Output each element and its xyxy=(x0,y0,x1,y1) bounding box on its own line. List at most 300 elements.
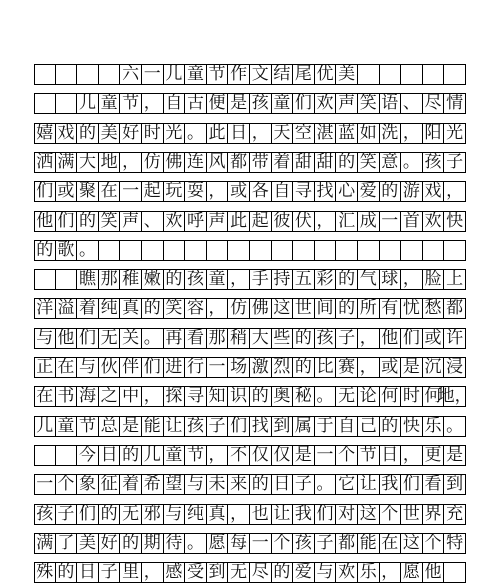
grid-cell: 的 xyxy=(380,417,402,436)
grid-cell xyxy=(315,241,337,260)
grid-cell: 或 xyxy=(56,182,78,201)
grid-cell: 着 xyxy=(272,153,294,172)
grid-cell: 节 xyxy=(207,65,229,84)
grid-cell: 们 xyxy=(142,358,164,377)
grid-cell xyxy=(34,94,56,113)
grid-cell: 能 xyxy=(142,417,164,436)
grid-cell: 童 xyxy=(185,65,207,84)
grid-cell: 愿 xyxy=(401,563,423,582)
grid-cell: 歌 xyxy=(56,241,78,260)
grid-cell: 的 xyxy=(336,299,358,318)
grid-cell: 沉 xyxy=(423,358,445,377)
grid-cell: 童 xyxy=(99,94,121,113)
grid-cell: 海 xyxy=(77,387,99,406)
essay-line xyxy=(34,211,466,232)
grid-cell: 的 xyxy=(250,387,272,406)
grid-cell: 真 xyxy=(120,299,142,318)
grid-cell: ， xyxy=(142,387,164,406)
grid-cell: 孩 xyxy=(423,153,445,172)
grid-cell: 欢 xyxy=(164,212,186,231)
essay-line xyxy=(34,386,472,407)
grid-cell: 爱 xyxy=(293,563,315,582)
grid-cell: 成 xyxy=(358,212,380,231)
grid-cell: 忧 xyxy=(401,299,423,318)
grid-cell: 找 xyxy=(315,182,337,201)
grid-cell: 他 xyxy=(34,212,56,231)
grid-cell: 孩 xyxy=(250,94,272,113)
grid-cell: 让 xyxy=(358,475,380,494)
grid-cell: 子 xyxy=(207,417,229,436)
grid-cell: ， xyxy=(207,182,229,201)
grid-cell: ， xyxy=(401,446,423,465)
grid-cell: 进 xyxy=(164,358,186,377)
grid-cell xyxy=(401,65,423,84)
grid-cell: 上 xyxy=(444,270,466,289)
grid-cell xyxy=(228,241,250,260)
grid-cell: 属 xyxy=(293,417,315,436)
grid-cell: 笑 xyxy=(358,94,380,113)
grid-cell: 或 xyxy=(380,358,402,377)
grid-cell: 、 xyxy=(401,94,423,113)
grid-cell: ， xyxy=(358,329,380,348)
grid-cell: 个 xyxy=(380,505,402,524)
essay-line xyxy=(34,562,466,583)
grid-cell: 仿 xyxy=(228,299,250,318)
grid-cell: 首 xyxy=(401,212,423,231)
grid-cell: ， xyxy=(444,182,466,201)
grid-cell: 美 xyxy=(336,65,358,84)
grid-cell: 儿 xyxy=(34,417,56,436)
grid-cell: 无 xyxy=(336,387,358,406)
grid-cell: 烈 xyxy=(272,358,294,377)
grid-cell: 赛 xyxy=(336,358,358,377)
grid-cell: 之 xyxy=(99,387,121,406)
essay-line xyxy=(34,298,466,319)
grid-cell: 满 xyxy=(34,534,56,553)
grid-cell xyxy=(164,241,186,260)
grid-cell: 的 xyxy=(250,475,272,494)
grid-cell: 无 xyxy=(99,329,121,348)
grid-cell: 大 xyxy=(77,153,99,172)
grid-cell: 是 xyxy=(120,417,142,436)
grid-cell: ， xyxy=(142,563,164,582)
grid-cell: 。 xyxy=(142,329,164,348)
grid-cell: 作 xyxy=(228,65,250,84)
grid-cell: 稚 xyxy=(120,270,142,289)
grid-cell: 蓝 xyxy=(336,124,358,143)
grid-cell: 在 xyxy=(380,534,402,553)
grid-cell xyxy=(336,241,358,260)
grid-cell: 孩 xyxy=(185,270,207,289)
grid-cell: 个 xyxy=(336,446,358,465)
grid-cell: 自 xyxy=(164,94,186,113)
grid-cell: ， xyxy=(315,212,337,231)
grid-cell: 子 xyxy=(444,153,466,172)
grid-cell: 美 xyxy=(77,534,99,553)
grid-cell: 到 xyxy=(272,417,294,436)
grid-cell: 是 xyxy=(401,358,423,377)
grid-cell: 快 xyxy=(444,212,466,231)
grid-cell: 总 xyxy=(99,417,121,436)
grid-cell: 自 xyxy=(272,182,294,201)
grid-cell: 愿 xyxy=(207,534,229,553)
grid-cell: 的 xyxy=(164,270,186,289)
grid-cell: 们 xyxy=(77,505,99,524)
essay-grid-paper xyxy=(34,64,472,583)
grid-cell: 间 xyxy=(315,299,337,318)
grid-cell: 也 xyxy=(250,505,272,524)
grid-cell: 满 xyxy=(56,153,78,172)
grid-cell: 着 xyxy=(120,475,142,494)
grid-cell: 玩 xyxy=(164,182,186,201)
grid-cell: 仿 xyxy=(142,153,164,172)
grid-cell: 子 xyxy=(56,505,78,524)
grid-cell: 佛 xyxy=(250,299,272,318)
grid-cell: 在 xyxy=(56,358,78,377)
grid-cell: 溢 xyxy=(56,299,78,318)
grid-cell: 们 xyxy=(77,329,99,348)
grid-cell: 容 xyxy=(185,299,207,318)
grid-cell: 孩 xyxy=(34,505,56,524)
grid-cell: 让 xyxy=(272,505,294,524)
grid-cell: 地 xyxy=(99,153,121,172)
grid-cell: 都 xyxy=(336,534,358,553)
grid-cell: 。 xyxy=(185,534,207,553)
grid-cell: 是 xyxy=(228,94,250,113)
grid-cell: 来 xyxy=(228,475,250,494)
grid-cell: 一 xyxy=(315,446,337,465)
grid-cell: 稍 xyxy=(228,329,250,348)
grid-cell: 儿 xyxy=(77,94,99,113)
grid-cell: 好 xyxy=(99,534,121,553)
grid-cell: 有 xyxy=(380,299,402,318)
essay-line xyxy=(34,357,466,378)
grid-cell xyxy=(99,65,121,84)
essay-line xyxy=(34,93,466,114)
grid-cell: 无 xyxy=(120,505,142,524)
grid-cell: 那 xyxy=(207,329,229,348)
grid-cell: 洒 xyxy=(34,153,56,172)
grid-cell: 在 xyxy=(34,387,56,406)
grid-cell: 起 xyxy=(142,182,164,201)
grid-cell: 于 xyxy=(315,417,337,436)
grid-cell: 他 xyxy=(423,563,445,582)
grid-cell: 我 xyxy=(380,475,402,494)
grid-cell: 时 xyxy=(142,124,164,143)
grid-cell: 更 xyxy=(423,446,445,465)
grid-cell: 快 xyxy=(401,417,423,436)
grid-cell: 伴 xyxy=(120,358,142,377)
grid-cell: 天 xyxy=(272,124,294,143)
grid-cell: 到 xyxy=(207,563,229,582)
grid-cell: 许 xyxy=(444,329,466,348)
grid-cell: 。 xyxy=(315,475,337,494)
grid-cell: 古 xyxy=(185,94,207,113)
grid-cell: 秘 xyxy=(293,387,315,406)
grid-cell xyxy=(56,94,78,113)
grid-cell: 仅 xyxy=(250,446,272,465)
grid-cell: 日 xyxy=(272,475,294,494)
grid-cell: 。 xyxy=(315,387,337,406)
grid-cell: 童 xyxy=(272,94,294,113)
grid-cell: 时 xyxy=(401,387,423,406)
grid-cell: 湛 xyxy=(315,124,337,143)
grid-cell: 一 xyxy=(207,358,229,377)
grid-cell: 童 xyxy=(207,270,229,289)
grid-cell: 是 xyxy=(293,446,315,465)
grid-cell: 气 xyxy=(358,270,380,289)
grid-cell xyxy=(423,241,445,260)
grid-cell: 日 xyxy=(77,563,99,582)
grid-cell: 能 xyxy=(358,534,380,553)
grid-cell xyxy=(207,241,229,260)
grid-cell: 不 xyxy=(228,446,250,465)
grid-cell: 乐 xyxy=(358,563,380,582)
grid-cell: 洗 xyxy=(380,124,402,143)
grid-cell: 们 xyxy=(401,475,423,494)
grid-cell: ， xyxy=(207,446,229,465)
grid-cell: 持 xyxy=(272,270,294,289)
essay-line xyxy=(34,533,466,554)
grid-cell: 风 xyxy=(207,153,229,172)
grid-cell: 尽 xyxy=(423,94,445,113)
grid-cell: ， xyxy=(401,270,423,289)
grid-cell: 乐 xyxy=(423,417,445,436)
grid-cell: 正 xyxy=(34,358,56,377)
grid-cell: 与 xyxy=(34,329,56,348)
grid-cell: 纯 xyxy=(99,299,121,318)
grid-cell: 希 xyxy=(142,475,164,494)
grid-cell: 看 xyxy=(423,475,445,494)
grid-cell: 一 xyxy=(120,182,142,201)
grid-cell: 们 xyxy=(56,212,78,231)
grid-cell: 世 xyxy=(401,505,423,524)
grid-cell: 地， xyxy=(437,386,472,407)
grid-cell: 无 xyxy=(228,563,250,582)
essay-line xyxy=(34,123,466,144)
grid-cell: ， xyxy=(142,94,164,113)
grid-cell: 征 xyxy=(99,475,121,494)
grid-cell: 子 xyxy=(293,475,315,494)
grid-cell: 们 xyxy=(315,505,337,524)
grid-cell: 与 xyxy=(185,475,207,494)
grid-cell: 彩 xyxy=(315,270,337,289)
essay-line xyxy=(34,269,466,290)
grid-cell xyxy=(56,446,78,465)
grid-cell: 结 xyxy=(272,65,294,84)
grid-cell: 此 xyxy=(207,124,229,143)
grid-cell: 再 xyxy=(164,329,186,348)
grid-cell: 声 xyxy=(336,94,358,113)
grid-cell: 的 xyxy=(56,563,78,582)
grid-cell: 彼 xyxy=(272,212,294,231)
grid-cell: 童 xyxy=(164,446,186,465)
grid-cell: ， xyxy=(228,505,250,524)
grid-cell xyxy=(444,563,466,582)
grid-cell: 对 xyxy=(336,505,358,524)
grid-cell: 此 xyxy=(228,212,250,231)
grid-cell: 的 xyxy=(120,446,142,465)
grid-cell: 带 xyxy=(250,153,272,172)
grid-cell: 自 xyxy=(336,417,358,436)
grid-cell: 寻 xyxy=(185,387,207,406)
grid-cell: 尽 xyxy=(250,563,272,582)
essay-line xyxy=(34,240,466,261)
grid-cell: 们 xyxy=(34,182,56,201)
grid-cell: 起 xyxy=(250,212,272,231)
grid-cell: 爱 xyxy=(358,182,380,201)
grid-cell: 好 xyxy=(120,124,142,143)
grid-cell: 己 xyxy=(358,417,380,436)
grid-cell: 的 xyxy=(380,182,402,201)
grid-cell: 与 xyxy=(164,505,186,524)
grid-cell: 个 xyxy=(423,534,445,553)
grid-cell: 或 xyxy=(423,329,445,348)
grid-cell: 甜 xyxy=(315,153,337,172)
grid-cell: 一 xyxy=(142,65,164,84)
grid-cell: 到 xyxy=(444,475,466,494)
grid-cell: 优 xyxy=(315,65,337,84)
grid-cell: 这 xyxy=(401,534,423,553)
grid-cell: 子 xyxy=(336,329,358,348)
grid-cell xyxy=(56,65,78,84)
grid-cell: 这 xyxy=(272,299,294,318)
grid-cell: 节 xyxy=(120,94,142,113)
grid-cell xyxy=(444,241,466,260)
grid-cell: 如 xyxy=(358,124,380,143)
grid-cell: 受 xyxy=(185,563,207,582)
grid-cell: 识 xyxy=(228,387,250,406)
grid-cell: 光 xyxy=(164,124,186,143)
grid-cell: 的 xyxy=(293,358,315,377)
grid-cell: 激 xyxy=(250,358,272,377)
grid-cell: 何 xyxy=(380,387,402,406)
grid-cell: ， xyxy=(228,270,250,289)
grid-cell: 的 xyxy=(142,299,164,318)
grid-cell: 声 xyxy=(120,212,142,231)
grid-cell: 今 xyxy=(77,446,99,465)
grid-cell: 伏 xyxy=(293,212,315,231)
grid-cell: ， xyxy=(207,299,229,318)
grid-cell: ， xyxy=(401,124,423,143)
essay-title-row xyxy=(34,64,466,85)
essay-line xyxy=(34,152,466,173)
grid-cell: 它 xyxy=(336,475,358,494)
grid-cell: 都 xyxy=(444,299,466,318)
grid-cell xyxy=(142,241,164,260)
grid-cell: 。 xyxy=(77,241,99,260)
grid-cell: 孩 xyxy=(315,329,337,348)
grid-cell: 儿 xyxy=(142,446,164,465)
grid-cell: 各 xyxy=(250,182,272,201)
grid-cell: 意 xyxy=(380,153,402,172)
grid-cell: 心 xyxy=(336,182,358,201)
grid-cell: ， xyxy=(250,124,272,143)
grid-cell: 的 xyxy=(336,153,358,172)
grid-cell: 寻 xyxy=(293,182,315,201)
grid-cell: 关 xyxy=(120,329,142,348)
grid-cell: 连 xyxy=(185,153,207,172)
grid-cell: 节 xyxy=(358,446,380,465)
grid-cell: 所 xyxy=(358,299,380,318)
grid-cell: 日 xyxy=(99,446,121,465)
grid-cell: 我 xyxy=(293,505,315,524)
grid-cell: 的 xyxy=(272,563,294,582)
grid-cell xyxy=(272,241,294,260)
grid-cell: 球 xyxy=(380,270,402,289)
grid-cell: 中 xyxy=(120,387,142,406)
grid-cell: 语 xyxy=(380,94,402,113)
grid-cell: 、 xyxy=(142,212,164,231)
grid-cell: 日 xyxy=(228,124,250,143)
grid-cell: 笑 xyxy=(99,212,121,231)
grid-cell: ， xyxy=(358,358,380,377)
grid-cell xyxy=(250,241,272,260)
grid-cell: 探 xyxy=(164,387,186,406)
grid-cell: 大 xyxy=(250,329,272,348)
grid-cell: 与 xyxy=(77,358,99,377)
grid-cell: 个 xyxy=(56,475,78,494)
grid-cell xyxy=(380,241,402,260)
grid-cell: 望 xyxy=(164,475,186,494)
grid-cell: 伙 xyxy=(99,358,121,377)
grid-cell: 着 xyxy=(77,299,99,318)
grid-cell: 五 xyxy=(293,270,315,289)
grid-cell: 特 xyxy=(444,534,466,553)
essay-line xyxy=(34,328,466,349)
grid-cell: 浸 xyxy=(444,358,466,377)
grid-cell: 世 xyxy=(293,299,315,318)
grid-cell: 童 xyxy=(56,417,78,436)
grid-cell: 界 xyxy=(423,505,445,524)
grid-cell: 们 xyxy=(401,329,423,348)
grid-cell xyxy=(34,65,56,84)
grid-cell: 日 xyxy=(380,446,402,465)
grid-cell: 场 xyxy=(228,358,250,377)
grid-cell xyxy=(185,241,207,260)
grid-cell: 的 xyxy=(336,270,358,289)
grid-cell: 何 xyxy=(423,387,445,406)
grid-cell: 或 xyxy=(228,182,250,201)
grid-cell: 子 xyxy=(99,563,121,582)
grid-cell: 戏 xyxy=(56,124,78,143)
essay-line xyxy=(34,504,466,525)
grid-cell: 的 xyxy=(120,534,142,553)
grid-cell: 知 xyxy=(207,387,229,406)
grid-cell: 阳 xyxy=(423,124,445,143)
grid-cell: ， xyxy=(380,563,402,582)
grid-cell: 一 xyxy=(34,475,56,494)
grid-cell: 期 xyxy=(142,534,164,553)
grid-cell xyxy=(380,65,402,84)
grid-cell: 光 xyxy=(444,124,466,143)
grid-cell xyxy=(358,65,380,84)
grid-cell: 儿 xyxy=(164,65,186,84)
grid-cell xyxy=(56,270,78,289)
grid-cell: 那 xyxy=(99,270,121,289)
grid-cell: 嬉 xyxy=(34,124,56,143)
grid-cell xyxy=(444,65,466,84)
essay-line xyxy=(34,416,466,437)
grid-cell: 节 xyxy=(185,446,207,465)
grid-cell: 殊 xyxy=(34,563,56,582)
grid-cell: 他 xyxy=(380,329,402,348)
grid-cell xyxy=(77,65,99,84)
grid-cell: 情 xyxy=(444,94,466,113)
grid-cell xyxy=(120,241,142,260)
grid-cell: 们 xyxy=(293,94,315,113)
grid-cell xyxy=(34,446,56,465)
